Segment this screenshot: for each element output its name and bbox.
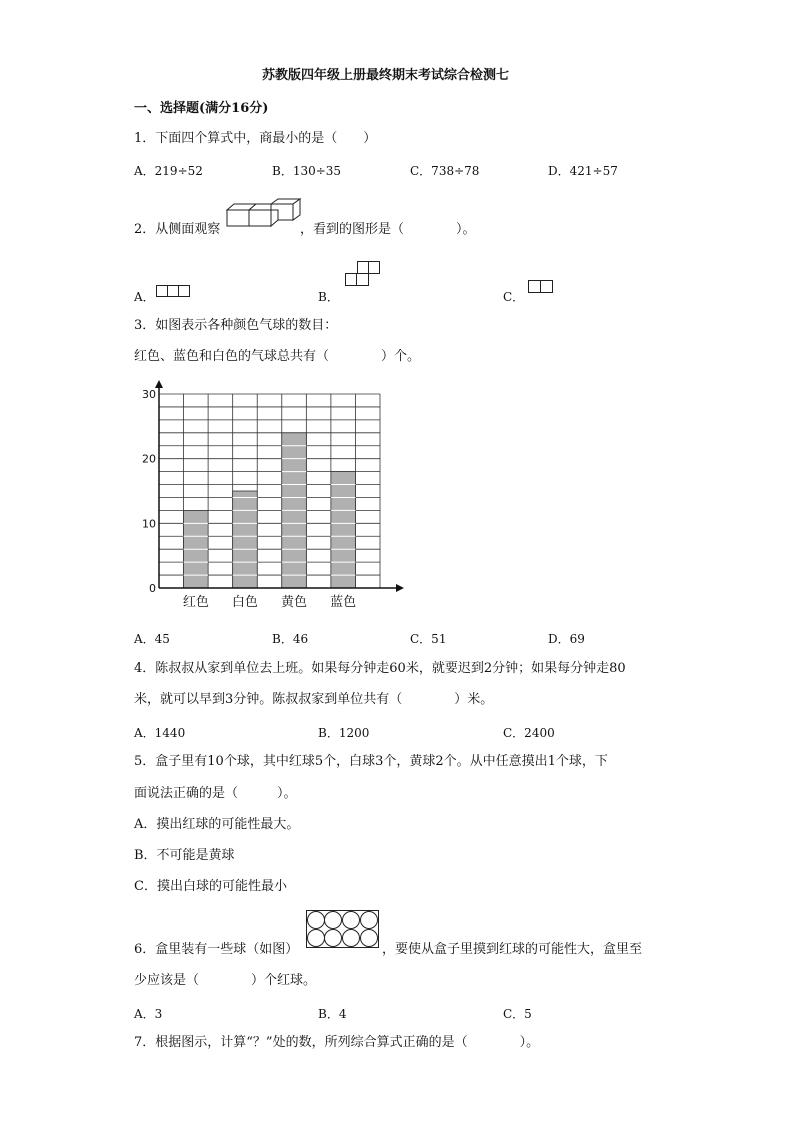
q3-option-a[interactable]: A．45 (134, 632, 170, 646)
category-label: 蓝色 (330, 595, 357, 610)
y-tick-label: 30 (142, 388, 156, 401)
question-3-stem-2: 红色、蓝色和白色的气球总共有（ ）个。 (134, 349, 421, 364)
option-a-shape (156, 285, 192, 297)
y-tick-label: 20 (142, 452, 156, 466)
y-axis-arrow (155, 380, 163, 388)
q1-option-d[interactable]: D．421÷57 (548, 164, 618, 178)
cube-stack-figure (226, 198, 296, 230)
question-5-line-1: 5．盒子里有10个球，其中红球5个，白球3个，黄球2个。从中任意摸出1个球，下 (134, 754, 608, 769)
q4-option-c[interactable]: C．2400 (503, 726, 555, 740)
question-7-stem: 7．根据图示，计算“？”处的数，所列综合算式正确的是（ ）。 (134, 1035, 540, 1050)
q2-option-b[interactable]: B． (318, 290, 339, 304)
q3-option-b[interactable]: B．46 (272, 632, 309, 646)
q6-option-b[interactable]: B．4 (318, 1007, 347, 1021)
y-tick-label: 10 (142, 517, 156, 531)
q3-option-d[interactable]: D．69 (548, 632, 585, 646)
q4-option-a[interactable]: A．1440 (134, 726, 186, 740)
q1-option-b[interactable]: B．130÷35 (272, 164, 342, 178)
q5-option-a[interactable]: A．摸出红球的可能性最大。 (134, 817, 300, 832)
option-c-shape (528, 280, 554, 294)
question-6-stem-end: ，要使从盒子里摸到红球的可能性大，盒里至 (382, 942, 643, 957)
question-4-line-2: 米，就可以早到3分钟。陈叔叔家到单位共有（ ）米。 (134, 692, 494, 707)
bar-3 (331, 472, 356, 588)
question-2-stem-start: 2．从侧面观察 (134, 222, 221, 237)
category-label: 白色 (231, 595, 258, 610)
q2-option-a[interactable]: A． (134, 290, 155, 304)
question-1-stem: 1．下面四个算式中，商最小的是（ ） (134, 131, 377, 146)
ball-box-figure (306, 910, 380, 950)
question-3-stem: 3．如图表示各种颜色气球的数目： (134, 318, 338, 333)
category-label: 红色 (182, 595, 209, 610)
q5-option-b[interactable]: B．不可能是黄球 (134, 848, 235, 863)
q6-option-c[interactable]: C．5 (503, 1007, 532, 1021)
category-label: 黄色 (281, 595, 308, 610)
q6-option-a[interactable]: A．3 (134, 1007, 163, 1021)
bar-1 (233, 491, 258, 588)
question-5-line-2: 面说法正确的是（ ）。 (134, 786, 297, 801)
q1-option-a[interactable]: A．219÷52 (134, 164, 203, 178)
q3-option-c[interactable]: C．51 (410, 632, 447, 646)
balloon-bar-chart (134, 382, 404, 612)
y-tick-label: 0 (149, 582, 156, 595)
question-4-line-1: 4．陈叔叔从家到单位去上班。如果每分钟走60米，就要迟到2分钟；如果每分钟走80 (134, 661, 626, 676)
question-6-stem-start: 6．盒里装有一些球（如图） (134, 942, 299, 957)
option-b-shape (345, 261, 381, 287)
section-heading: 一、选择题(满分16分) (134, 101, 269, 116)
x-axis-arrow (396, 584, 404, 592)
q1-option-c[interactable]: C．738÷78 (410, 164, 480, 178)
q5-option-c[interactable]: C．摸出白球的可能性最小 (134, 879, 287, 894)
question-6-line-2: 少应该是（ ）个红球。 (134, 973, 317, 988)
q2-option-c[interactable]: C． (503, 290, 525, 304)
question-2-stem-end: ，看到的图形是（ ）。 (300, 222, 476, 237)
page-title: 苏教版四年级上册最终期末考试综合检测七 (262, 68, 510, 83)
q4-option-b[interactable]: B．1200 (318, 726, 370, 740)
